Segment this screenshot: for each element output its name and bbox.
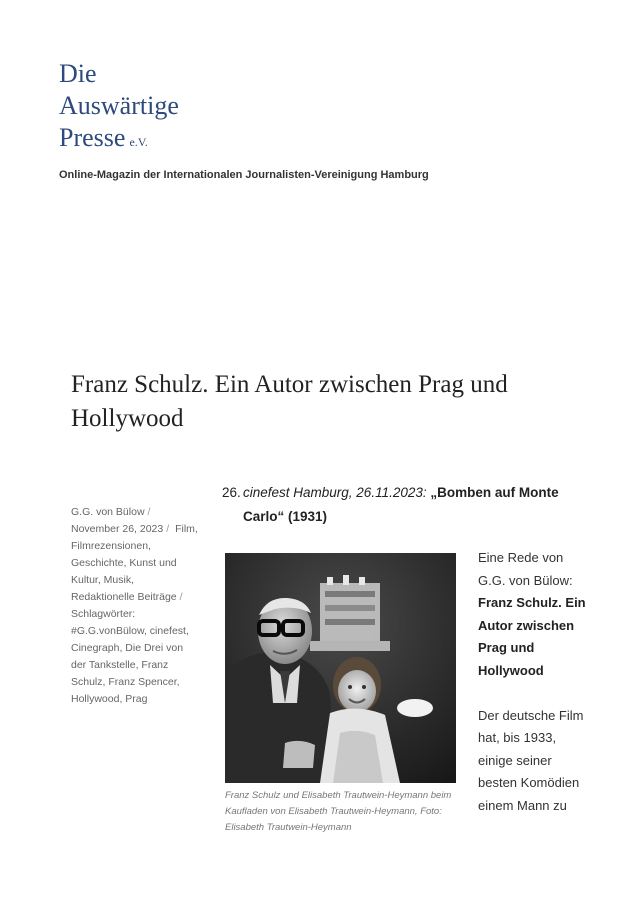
list-bold: „Bomben auf Monte Carlo“ (1931)	[243, 485, 559, 524]
site-title-line-3[interactable]	[59, 122, 179, 158]
article-body	[478, 547, 588, 840]
list-item	[222, 481, 562, 529]
meta-separator: /	[147, 506, 151, 518]
article-photo	[225, 553, 456, 783]
list-italic: cinefest Hamburg, 26.11.2023:	[243, 485, 427, 500]
category-links[interactable]: Film, Filmrezensionen, Geschichte, Kunst und Kultur, Musik, Redaktionelle Beiträge	[71, 523, 198, 603]
tag-links[interactable]: #G.G.vonBülow, cinefest, Cinegraph, Die Drei von der Tankstelle, Franz Schulz, Franz Spencer, Hollywood, Prag	[71, 625, 189, 705]
site-title[interactable]	[59, 58, 179, 158]
site-title-line-1[interactable]: Die	[59, 59, 97, 88]
intro-bold: Franz Schulz. Ein Autor zwischen Prag und Hollywood	[478, 595, 586, 678]
site-title-line-2[interactable]: Auswärtige	[59, 91, 179, 120]
post-title: Franz Schulz. Ein Autor zwischen Prag und Hollywood	[71, 371, 508, 432]
meta-separator: /	[166, 523, 170, 535]
post-meta	[71, 504, 199, 708]
intro-prefix: Eine Rede von G.G. von Bülow:	[478, 550, 573, 588]
date-link[interactable]: November 26, 2023	[71, 523, 164, 535]
site-tagline: Online-Magazin der Internationalen Journalisten-Vereinigung Hamburg	[59, 169, 429, 181]
intro-paragraph	[478, 547, 588, 683]
photo-illustration	[225, 553, 456, 783]
site-title-suffix[interactable]: e.V.	[129, 135, 148, 149]
list-text	[222, 481, 562, 529]
photo-caption: Franz Schulz und Elisabeth Trautwein-Heymann beim Kaufladen von Elisabeth Trautwein-Heymann, Foto: Elisabeth Trautwein-Heymann	[225, 790, 452, 833]
list-number: 26.	[222, 485, 241, 500]
author-link[interactable]: G.G. von Bülow	[71, 506, 145, 518]
body-paragraph: Der deutsche Film hat, bis 1933, einige seiner besten Komödien einem Mann zu	[478, 707, 584, 813]
site-title-presse[interactable]: Presse	[59, 123, 126, 152]
meta-separator: /	[179, 591, 183, 603]
tags-label: Schlagwörter:	[71, 608, 136, 620]
